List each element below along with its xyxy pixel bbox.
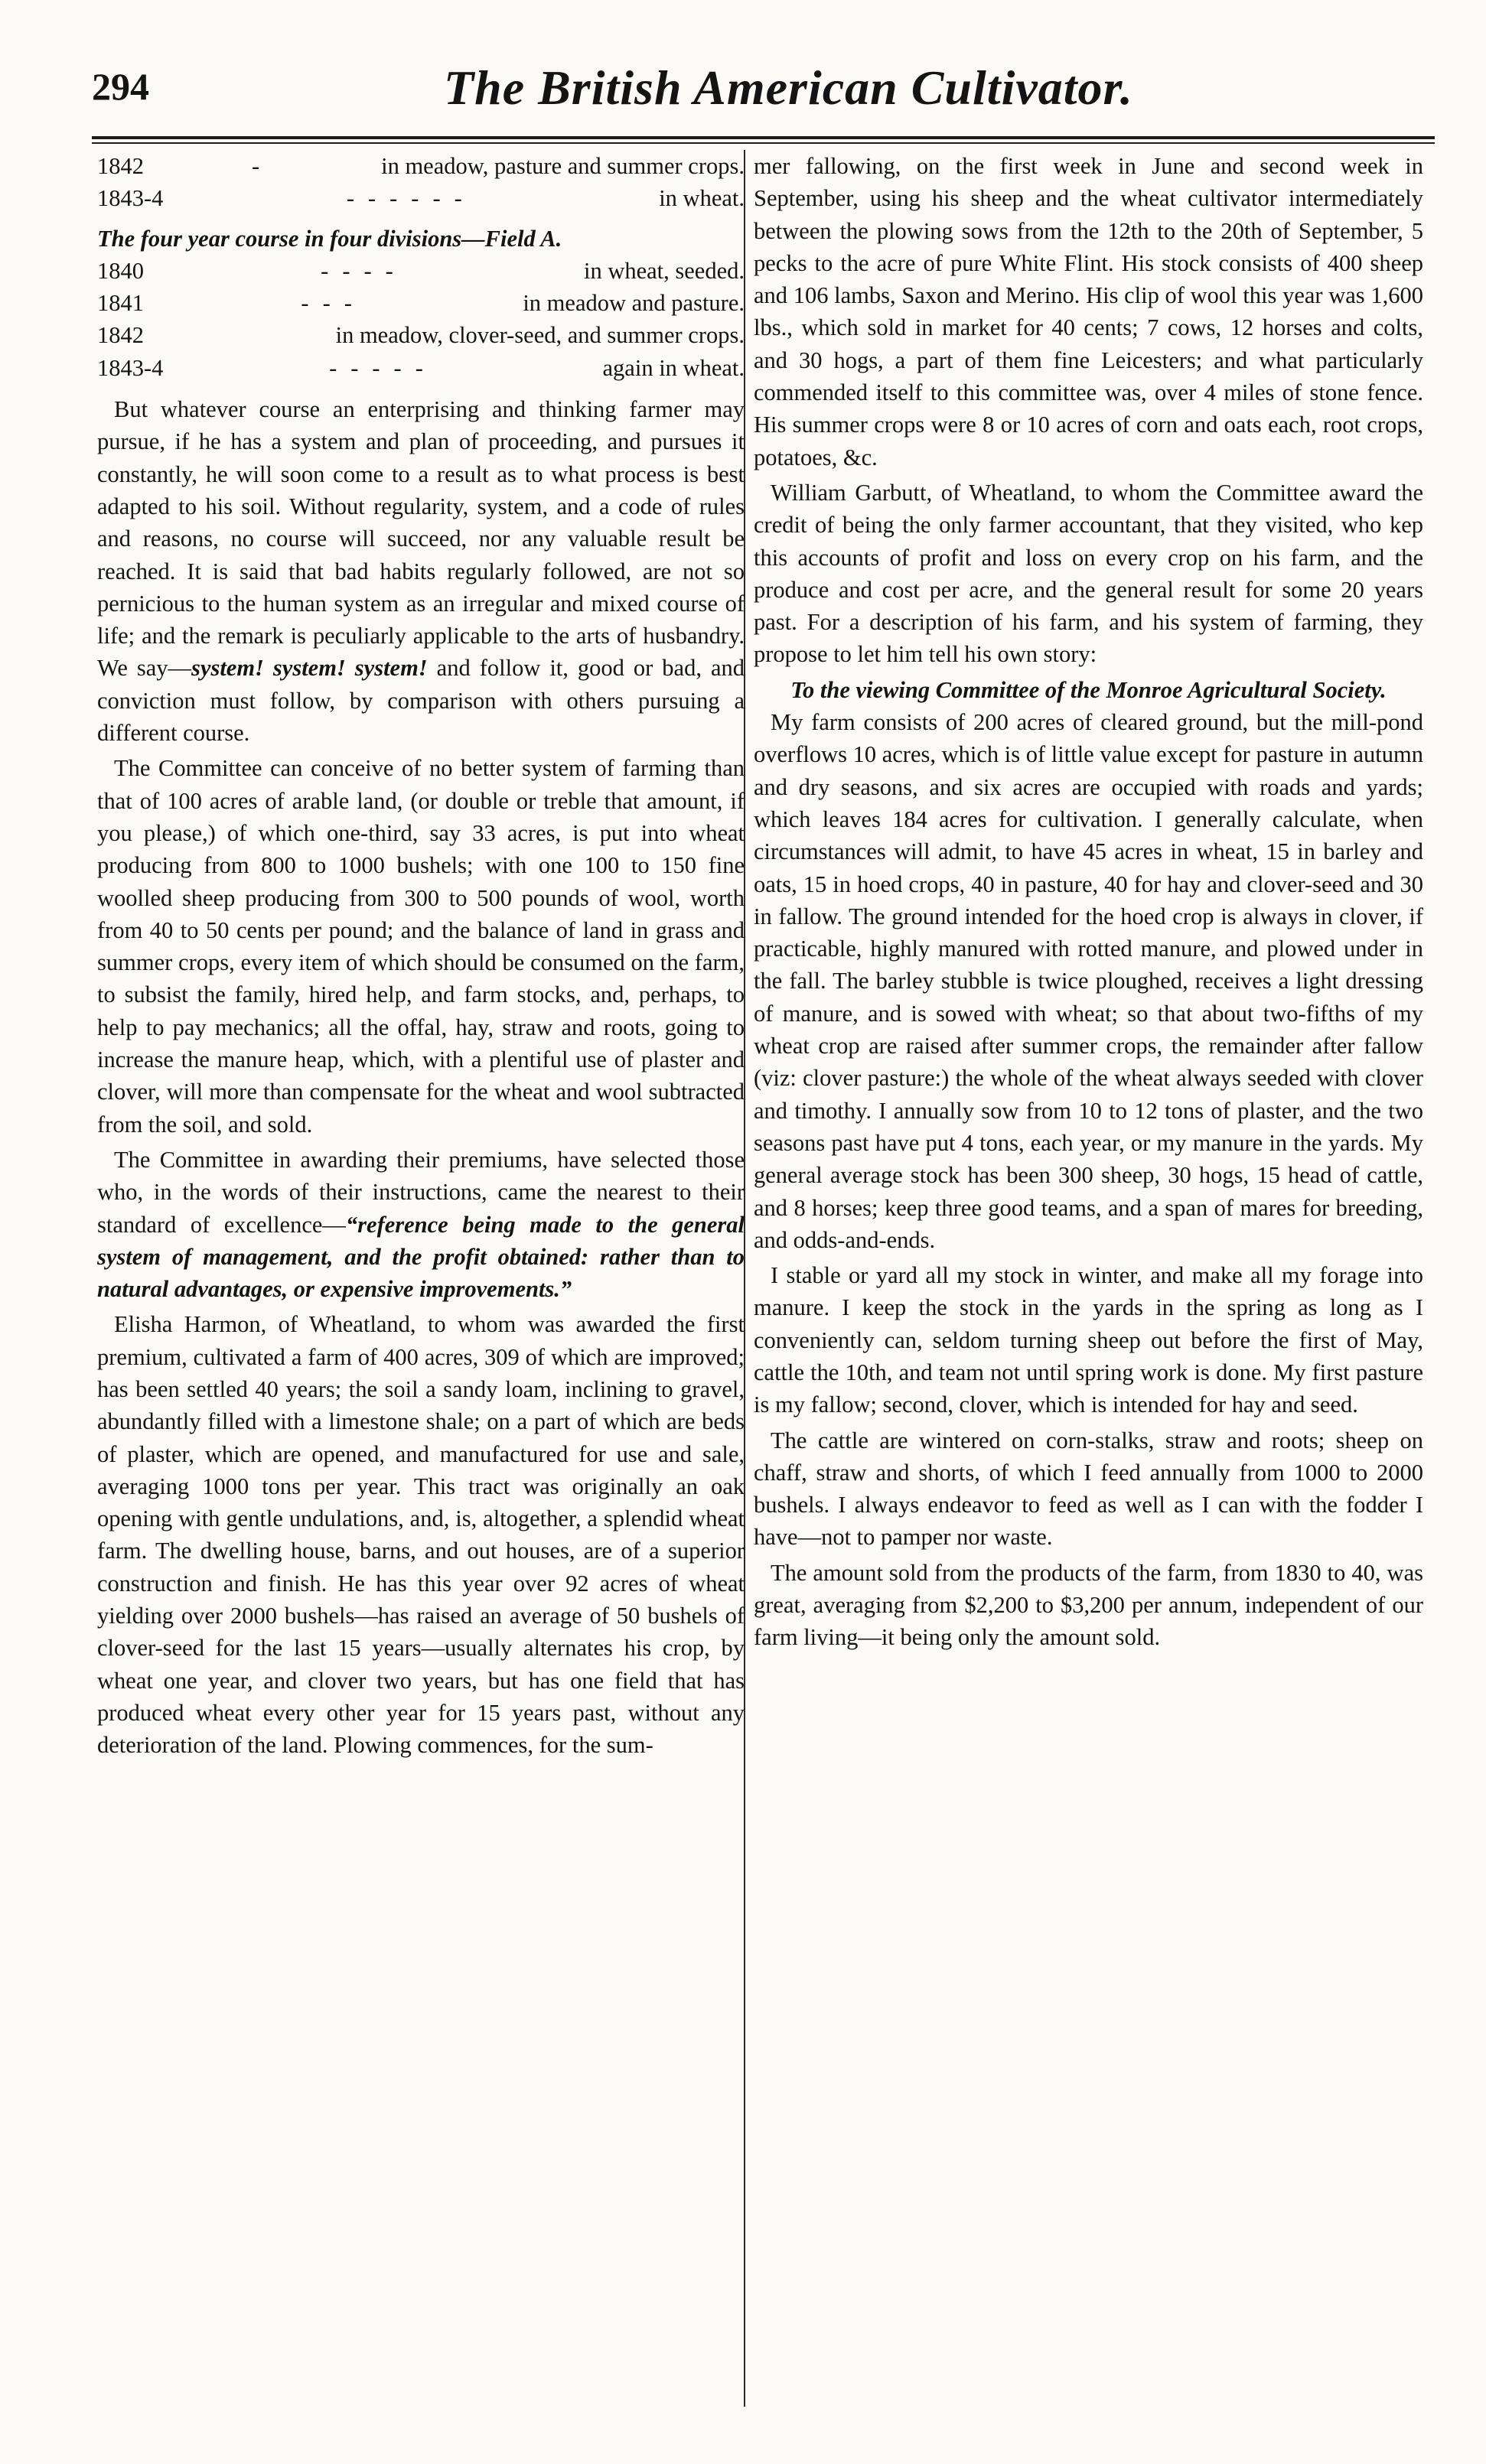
rotation-crop: in meadow, pasture and summer crops. bbox=[381, 153, 745, 179]
header-rule bbox=[92, 136, 1435, 139]
rotation-crop: in meadow, clover-seed, and summer crops. bbox=[335, 322, 745, 349]
paragraph-garbutt: William Garbutt, of Wheatland, to whom the Committee award the credit of being the only farmer accountant, that they visited, who kep this accounts of profit and loss on every crop on his farm, and the produce and cost per acre, and the general result for some 20 years past. For a description of his farm, and his system of farming, they propose to let him tell his own story: bbox=[754, 479, 1423, 668]
leader-dashes: ------ bbox=[346, 185, 476, 212]
leader-dashes: --- bbox=[301, 290, 366, 317]
text-run: The Committee in awarding their premiums, have selected those who, in the words of their instructions, came the nearest to their standard of excellence— bbox=[97, 1146, 745, 1238]
paragraph-farm-description: My farm consists of 200 acres of cleared ground, but the mill-pond overflows 10 acres, which is of little value except for pasture in autumn and dry seasons, and six acres are occupied with roads and yards; which leaves 184 acres for cultivation. I generally calculate, when circumstances will admit, to have 45 acres in wheat, 15 in barley and oats, 15 in hoed crops, 40 in pasture, 40 for hay and clover-seed and 30 in fallow. The ground intended for the hoed crop is always in clover, if practicable, highly manured with rotted manure, and plowed under in the fall. The barley stubble is twice ploughed, receives a light dressing of manure, and is sowed with wheat; so that about two-fifths of my wheat crop are raised after summer crops, the remainder after fallow (viz: clover pasture:) the whole of the wheat always seeded with clover and timothy. I annually sow from 10 to 12 tons of plaster, and the two seasons past have put 4 tons, each year, or my manure in the yards. My general average stock has been 300 sheep, 30 hogs, 15 head of cattle, and 8 horses; keep three good teams, and a span of mares for breeding, and odds-and-ends. bbox=[754, 709, 1423, 1253]
paragraph-harmon: Elisha Harmon, of Wheatland, to whom was awarded the first premium, cultivated a farm of 400 acres, 309 of which are improved; has been settled 40 years; the soil a sandy loam, inclining to gravel, abundantly filled with a limestone shale; on a part of which are beds of plaster, which are opened, and manufactured for use and sale, averaging 1000 tons per year. This tract was originally an oak opening with gentle undulations, and, is, altogether, a splendid wheat farm. The dwelling house, barns, and out houses, are of a superior construction and finish. He has this year over 92 acres of wheat yielding over 2000 bushels—has raised an average of 50 bushels of clover-seed for the last 15 years—usually alternates his crop, by wheat one year, and clover two years, but has one field that has produced wheat every other year for 15 years past, without any deterioration of the land. Plowing commences, for the sum- bbox=[97, 1311, 745, 1759]
rotation-crop: again in wheat. bbox=[602, 354, 745, 381]
rotation-line bbox=[97, 150, 745, 182]
rotation-line bbox=[97, 352, 745, 384]
text-run: But whatever course an enterprising and thinking farmer may pursue, if he has a system and plan of proceeding, and pursues it constantly, he will soon come to a result as to what process is best adapted to his soil. Without regularity, system, and a code of rules and reasons, no course will succeed, nor any valuable result be reached. It is said that bad habits regularly followed, are not so pernicious to the human system as an irregular and mixed course of life; and the remark is peculiarly applicable to the arts of husbandry. We say— bbox=[97, 396, 745, 682]
quoted-instructions: “reference being made to the general system of management, and the profit obtained: rather than to natural advantages, or expensive improvements.” bbox=[97, 1211, 745, 1303]
paragraph-system bbox=[97, 393, 745, 749]
rotation-year: 1842 bbox=[97, 153, 144, 179]
page-header bbox=[92, 60, 1435, 125]
rotation-crop: in wheat. bbox=[659, 185, 745, 212]
section-heading: The four year course in four divisions—Field A. bbox=[97, 225, 562, 252]
paragraph-ideal-farm: The Committee can conceive of no better system of farming than that of 100 acres of arable land, (or double or treble that amount, if you please,) of which one-third, say 33 acres, is put into wheat producing from 800 to 1000 bushels; with one 100 to 150 fine woolled sheep producing from 300 to 500 pounds of wool, worth from 40 to 50 cents per pound; and the balance of land in grass and summer crops, every item of which should be consumed on the farm, to subsist the family, hired help, and farm stocks, and, perhaps, to help to pay mechanics; all the offal, hay, straw and roots, going to increase the manure heap, which, with a plentiful use of plaster and clover, will more than compensate for the wheat and wool subtracted from the soil, and sold. bbox=[97, 755, 745, 1138]
paragraph-stock-winter: I stable or yard all my stock in winter, and make all my forage into manure. I keep the stock in the yards in the spring as long as I conveniently can, seldom turning sheep out before the first of May, cattle the 10th, and team not until spring work is done. My first pasture is my fallow; second, clover, which is intended for hay and seed. bbox=[754, 1262, 1423, 1418]
leader-dashes: - bbox=[251, 153, 274, 179]
header-rule-thin bbox=[92, 142, 1435, 144]
paragraph-cattle-feed: The cattle are wintered on corn-stalks, straw and roots; sheep on chaff, straw and shorts, of which I feed annually from 1000 to 2000 bushels. I always endeavor to feed as well as I can with the fodder I have—not to pamper nor waste. bbox=[754, 1427, 1423, 1551]
page-number: 294 bbox=[92, 65, 149, 108]
rotation-year: 1843-4 bbox=[97, 185, 164, 212]
letter-heading: To the viewing Committee of the Monroe Agricultural Society. bbox=[790, 676, 1387, 703]
rotation-line bbox=[97, 182, 745, 214]
leader-dashes: ---- bbox=[321, 257, 407, 284]
left-column bbox=[97, 150, 745, 1762]
rotation-year: 1842 bbox=[97, 322, 144, 349]
rotation-crop: in wheat, seeded. bbox=[583, 257, 745, 284]
emphasis-text: system! system! system! bbox=[191, 655, 428, 682]
rotation-year: 1840 bbox=[97, 257, 144, 284]
paragraph-premiums bbox=[97, 1144, 745, 1305]
running-title: The British American Cultivator. bbox=[444, 60, 1133, 115]
paragraph-harmon-continued: mer fallowing, on the first week in June and second week in September, using his sheep and the wheat cultivator intermediately between the plowing sows from the 12th to the 20th of September, 5 pecks to the acre of pure White Flint. His stock consists of 400 sheep and 106 lambs, Saxon and Merino. His clip of wool this year was 1,600 lbs., which sold in market for 40 cents; 7 cows, 12 horses and colts, and 30 hogs, a part of them fine Leicesters; and what particularly commended itself to this committee was, over 4 miles of stone fence. His summer crops were 8 or 10 acres of corn and oats each, root crops, potatoes, &c. bbox=[754, 153, 1423, 470]
rotation-line bbox=[97, 319, 745, 351]
paragraph-amount-sold: The amount sold from the products of the farm, from 1830 to 40, was great, averaging from $2,200 to $3,200 per annum, independent of our farm living—it being only the amount sold. bbox=[754, 1559, 1423, 1651]
rotation-line bbox=[97, 287, 745, 319]
rotation-year: 1841 bbox=[97, 290, 144, 317]
right-column bbox=[754, 150, 1423, 1654]
rotation-line bbox=[97, 255, 745, 287]
rotation-crop: in meadow and pasture. bbox=[523, 290, 745, 317]
leader-dashes: ----- bbox=[329, 354, 437, 381]
rotation-year: 1843-4 bbox=[97, 354, 164, 381]
text-run: and follow it, good or bad, and conviction must follow, by comparison with others pursuing a different course. bbox=[97, 655, 745, 747]
